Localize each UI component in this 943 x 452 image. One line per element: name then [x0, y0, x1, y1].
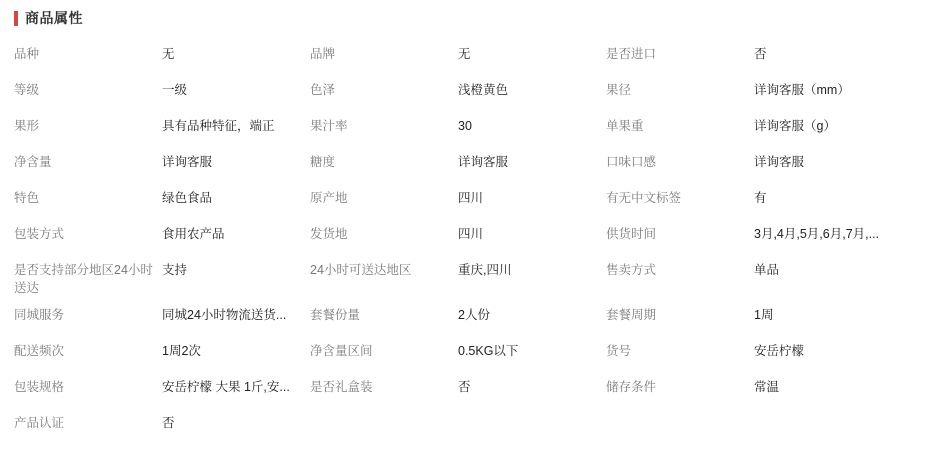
- table-row: [14, 252, 935, 297]
- attribute-label: 等级: [14, 83, 40, 97]
- attribute-label: 品种: [14, 47, 40, 61]
- attribute-label: 储存条件: [606, 380, 657, 394]
- attribute-cell: [606, 144, 902, 180]
- attribute-cell: [14, 252, 310, 297]
- attribute-cell: [310, 369, 606, 405]
- attribute-label: 24小时可送达地区: [310, 263, 412, 277]
- table-row: [14, 180, 935, 216]
- attribute-value: 常温: [754, 380, 780, 394]
- attribute-value: 详询客服（mm）: [754, 83, 850, 97]
- attribute-cell: [606, 180, 902, 216]
- attribute-cell: [310, 72, 606, 108]
- attribute-label: 包装方式: [14, 227, 65, 241]
- attribute-label: 货号: [606, 344, 632, 358]
- attribute-value: 1周2次: [162, 344, 201, 358]
- attribute-cell: [310, 108, 606, 144]
- attribute-label: 单果重: [606, 119, 644, 133]
- attribute-cell: [14, 369, 310, 405]
- attribute-cell: [14, 216, 310, 252]
- attribute-value: 绿色食品: [162, 191, 213, 205]
- attribute-cell: [14, 108, 310, 144]
- attribute-value: 支持: [162, 263, 188, 277]
- attribute-value: 详询客服: [458, 155, 509, 169]
- attributes-grid: [0, 36, 943, 441]
- attribute-value: 安岳柠檬: [754, 344, 805, 358]
- attribute-value: 重庆,四川: [458, 263, 512, 277]
- attribute-label: 是否礼盒装: [310, 380, 373, 394]
- attribute-cell: [606, 369, 902, 405]
- attribute-value: 否: [162, 416, 175, 430]
- attribute-value: 2人份: [458, 308, 490, 322]
- attribute-cell: [606, 297, 902, 333]
- table-row: [14, 216, 935, 252]
- attribute-label: 特色: [14, 191, 40, 205]
- attribute-cell: [14, 297, 310, 333]
- attribute-value: 浅橙黄色: [458, 83, 509, 97]
- attribute-cell: [606, 36, 902, 72]
- table-row: [14, 297, 935, 333]
- attribute-value: 详询客服: [754, 155, 805, 169]
- attribute-label: 糖度: [310, 155, 336, 169]
- attribute-label: 原产地: [310, 191, 348, 205]
- table-row: [14, 369, 935, 405]
- attribute-cell: [14, 144, 310, 180]
- attribute-cell: [14, 72, 310, 108]
- attribute-cell: [14, 333, 310, 369]
- attribute-value: 1周: [754, 308, 774, 322]
- attribute-value: 单品: [754, 263, 780, 277]
- section-accent-bar: [14, 11, 18, 26]
- attribute-label: 包装规格: [14, 380, 65, 394]
- table-row: [14, 36, 935, 72]
- table-row: [14, 405, 935, 441]
- attribute-cell-empty: [606, 405, 902, 441]
- attribute-value: 否: [458, 380, 471, 394]
- attribute-label: 套餐周期: [606, 308, 657, 322]
- attribute-label: 套餐份量: [310, 308, 361, 322]
- attribute-cell: [606, 216, 902, 252]
- attribute-value: 30: [458, 119, 472, 133]
- attribute-cell: [606, 252, 902, 288]
- attribute-value: 有: [754, 191, 767, 205]
- attribute-cell: [310, 144, 606, 180]
- attribute-label: 果径: [606, 83, 632, 97]
- attribute-label: 口味口感: [606, 155, 657, 169]
- attribute-cell: [310, 333, 606, 369]
- attribute-cell: [606, 72, 902, 108]
- attribute-value: 详询客服: [162, 155, 213, 169]
- attribute-value: 具有品种特征，端正: [162, 119, 275, 133]
- attribute-label: 配送频次: [14, 344, 65, 358]
- attribute-label: 供货时间: [606, 227, 657, 241]
- page-title: 商品属性: [25, 10, 83, 26]
- attribute-cell: [14, 405, 310, 441]
- attribute-cell: [310, 180, 606, 216]
- attribute-label: 色泽: [310, 83, 336, 97]
- attribute-cell: [310, 216, 606, 252]
- attribute-value: 0.5KG以下: [458, 344, 519, 358]
- attribute-value: 无: [458, 47, 471, 61]
- table-row: [14, 144, 935, 180]
- attribute-label: 是否支持部分地区24小时送达: [14, 263, 153, 295]
- attribute-label: 是否进口: [606, 47, 657, 61]
- attribute-label: 同城服务: [14, 308, 65, 322]
- attribute-label: 品牌: [310, 47, 336, 61]
- attribute-label: 发货地: [310, 227, 348, 241]
- attribute-value: 四川: [458, 191, 484, 205]
- table-row: [14, 108, 935, 144]
- attribute-value: 食用农产品: [162, 227, 225, 241]
- attribute-cell: [310, 36, 606, 72]
- attribute-value: 详询客服（g）: [754, 119, 836, 133]
- attribute-value: 四川: [458, 227, 484, 241]
- attribute-value: 同城24小时物流送货...: [162, 308, 287, 322]
- attribute-value: 3月,4月,5月,6月,7月,...: [754, 227, 880, 241]
- attribute-cell: [606, 108, 902, 144]
- attribute-label: 果形: [14, 119, 40, 133]
- attribute-value: 一级: [162, 83, 188, 97]
- attribute-value: 否: [754, 47, 767, 61]
- attribute-cell: [310, 297, 606, 333]
- attribute-label: 净含量区间: [310, 344, 373, 358]
- attribute-cell: [310, 252, 606, 288]
- attribute-value: 安岳柠檬 大果 1斤,安...: [162, 380, 290, 394]
- table-row: [14, 333, 935, 369]
- section-header: [0, 0, 943, 36]
- attribute-cell: [14, 180, 310, 216]
- attribute-label: 售卖方式: [606, 263, 657, 277]
- attribute-value: 无: [162, 47, 175, 61]
- attribute-label: 产品认证: [14, 416, 65, 430]
- attribute-label: 净含量: [14, 155, 52, 169]
- attribute-label: 有无中文标签: [606, 191, 682, 205]
- attribute-label: 果汁率: [310, 119, 348, 133]
- table-row: [14, 72, 935, 108]
- attribute-cell: [606, 333, 902, 369]
- attribute-cell: [14, 36, 310, 72]
- attribute-cell-empty: [310, 405, 606, 441]
